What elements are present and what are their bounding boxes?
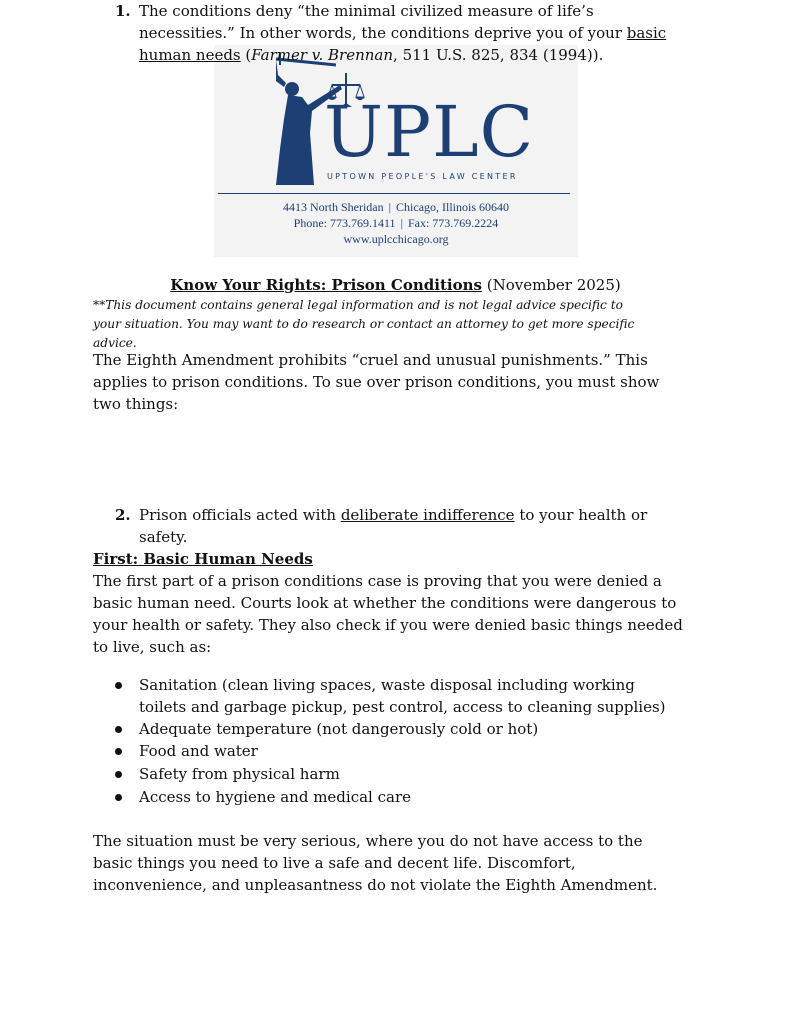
deliberate-indifference-term: deliberate indifference <box>340 506 515 524</box>
need-text: Food and water <box>139 742 258 760</box>
street-address: 4413 North Sheridan <box>282 200 384 214</box>
separator: | <box>400 216 403 230</box>
fax-number: Fax: 773.769.2224 <box>407 216 499 230</box>
intro-paragraph: The Eighth Amendment prohibits “cruel and unusual punishments.” This applies to prison conditions. To sue over prison conditions, you must show two things: <box>93 351 660 413</box>
address-line <box>214 200 578 215</box>
bullet-icon <box>115 794 122 801</box>
phone-number: Phone: 773.769.1411 <box>293 216 396 230</box>
case-name: Farmer v. Brennan <box>251 46 394 64</box>
section-heading: First: Basic Human Needs <box>93 550 313 568</box>
list-item-text <box>139 504 679 548</box>
title-main: Know Your Rights: Prison Conditions <box>170 276 482 294</box>
brand-subtitle: UPTOWN PEOPLE'S LAW CENTER <box>327 172 518 181</box>
list-marker: 2. <box>115 506 131 524</box>
title-date: (November 2025) <box>481 276 621 294</box>
list-item-text <box>139 0 679 66</box>
letterhead-rule <box>218 193 570 194</box>
city-address: Chicago, Illinois 60640 <box>396 200 510 214</box>
basic-human-needs-term: basic human needs <box>139 24 667 64</box>
list-text: ( <box>240 46 252 64</box>
disclaimer: **This document contains general legal information and is not legal advice specific to your situation. You may want to do research or contact an attorney to get more specific advice. <box>93 298 635 350</box>
need-text: Sanitation (clean living spaces, waste disposal including working toilets and garbage pickup, pest control, access to cleaning supplies) <box>139 676 666 716</box>
bullet-icon <box>115 682 122 689</box>
website: www.uplcchicago.org <box>343 232 449 246</box>
letterhead <box>214 45 578 257</box>
bullet-icon <box>115 726 122 733</box>
need-text: Adequate temperature (not dangerously cold or hot) <box>139 720 539 738</box>
need-text: Access to hygiene and medical care <box>139 788 411 806</box>
contact-line <box>214 216 578 231</box>
document-title <box>0 275 791 295</box>
bullet-icon <box>115 771 122 778</box>
list-text: Prison officials acted with <box>139 506 341 524</box>
need-text: Safety from physical harm <box>139 765 340 783</box>
separator: | <box>388 200 392 214</box>
case-citation: , 511 U.S. 825, 834 (1994)). <box>393 46 604 64</box>
list-marker: 1. <box>115 2 131 20</box>
section-intro: The first part of a prison conditions case is proving that you were denied a basic human need. Courts look at whether the conditions were dangerous to your health or safety. They also check if you were denied basic things needed to live, such as: <box>93 572 683 656</box>
brand-name: UPLC <box>324 91 535 173</box>
closing-paragraph: The situation must be very serious, where you do not have access to the basic things you need to live a safe and decent life. Discomfort, inconvenience, and unpleasantness do not violate the Eighth Amendment. <box>93 832 658 894</box>
list-text: to your health or safety. <box>139 506 648 546</box>
list-text: The conditions deny “the minimal civilized measure of life’s necessities.” In other words, the conditions deprive you of your <box>139 2 627 42</box>
bullet-icon <box>115 748 122 755</box>
